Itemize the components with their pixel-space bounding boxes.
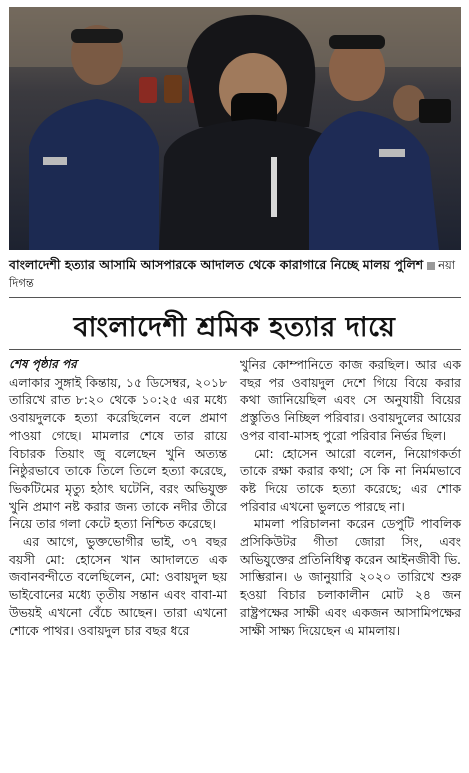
headline: বাংলাদেশী শ্রমিক হত্যার দায়ে [73,312,396,343]
police-escort-photo-icon [9,7,461,250]
divider [9,349,461,350]
photo-caption [9,256,461,292]
continuation-kicker: শেষ পৃষ্ঠার পর [9,357,77,371]
caption-source: নয়া দিগন্ত [9,258,456,290]
bullet-square-icon [427,262,435,270]
news-photo [9,7,461,250]
paragraph: খুনির কোম্পানিতে কাজ করছিল। আর এক বছর পর ওবায়দুল দেশে গিয়ে বিয়ে করার কথা জানিয়েছিল এবং সে অনুযায়ী বিয়ের প্রস্তুতিও নিচ্ছিল পরিবার। ওবায়দুলের আয়ের ওপর বাবা-মাসহ পুরো পরিবার নির্ভর ছিল। [240,357,461,443]
paragraph: এলাকার সুঙ্গাই কিন্তায়, ১৫ ডিসেম্বর, ২০১৮ তারিখে রাত ৮:২০ থেকে ১০:২৫ এর মধ্যে ওবায়দুলকে হত্যা করেছিলেন বলে প্রমাণ পাওয়া গেছে। মামলার শেষে তার রায়ে বিচারক তিয়াং জু বলেছেন খুনি অত্যন্ত নিষ্ঠুরভাবে তাকে তিলে তিলে হত্যা করেছে, ভিকটিমের মৃত্যু হঠাৎ ঘটেনি, বরং অভিযুক্ত খুনি প্রমাণ নষ্ট করার জন্য তাকে নদীর তীরে নিয়ে তার গলা কেটে হত্যা নিশ্চিত করেছে। [9,374,227,532]
paragraph: মো: হোসেন আরো বলেন, নিয়োগকর্তা তাকে রক্ষা করার কথা; সে কি না নির্মমভাবে কষ্ট দিয়ে তাকে হত্যা করেছে; এর শোক পরিবার এখনো ভুলতে পারছে না। [240,445,461,514]
article-column-left [9,356,227,639]
article-column-right [240,356,461,639]
paragraph: মামলা পরিচালনা করেন ডেপুটি পাবলিক প্রসিকিউটর গীতা জোরা সিং, এবং অভিযুক্তের প্রতিনিধিত্ব করেন আইনজীবী ভি. সাম্ভিরান। ৬ জানুয়ারি ২০২০ তারিখে শুরু হওয়া বিচার চলাকালীন মোট ২৪ জন রাষ্ট্রপক্ষের সাক্ষী এবং একজন আসামিপক্ষের সাক্ষী সাক্ষ্য দিয়েছেন এ মামলায়। [240,516,461,638]
paragraph: এর আগে, ভুক্তভোগীর ভাই, ৩৭ বছর বয়সী মো: হোসেন খান আদালতে এক জবানবন্দীতে বলেছিলেন, মো: ওবায়দুল ছয় ভাইবোনের মধ্যে তৃতীয় সন্তান এবং বাবা-মা উভয়ই এখনো বেঁচে আছেন। তারা এখনো শোকে পাথর। ওবায়দুল চার বছর ধরে [9,534,227,638]
divider [9,297,461,298]
caption-text: বাংলাদেশী হত্যার আসামি আসপারকে আদালত থেকে কারাগারে নিচ্ছে মালয় পুলিশ [9,257,424,272]
